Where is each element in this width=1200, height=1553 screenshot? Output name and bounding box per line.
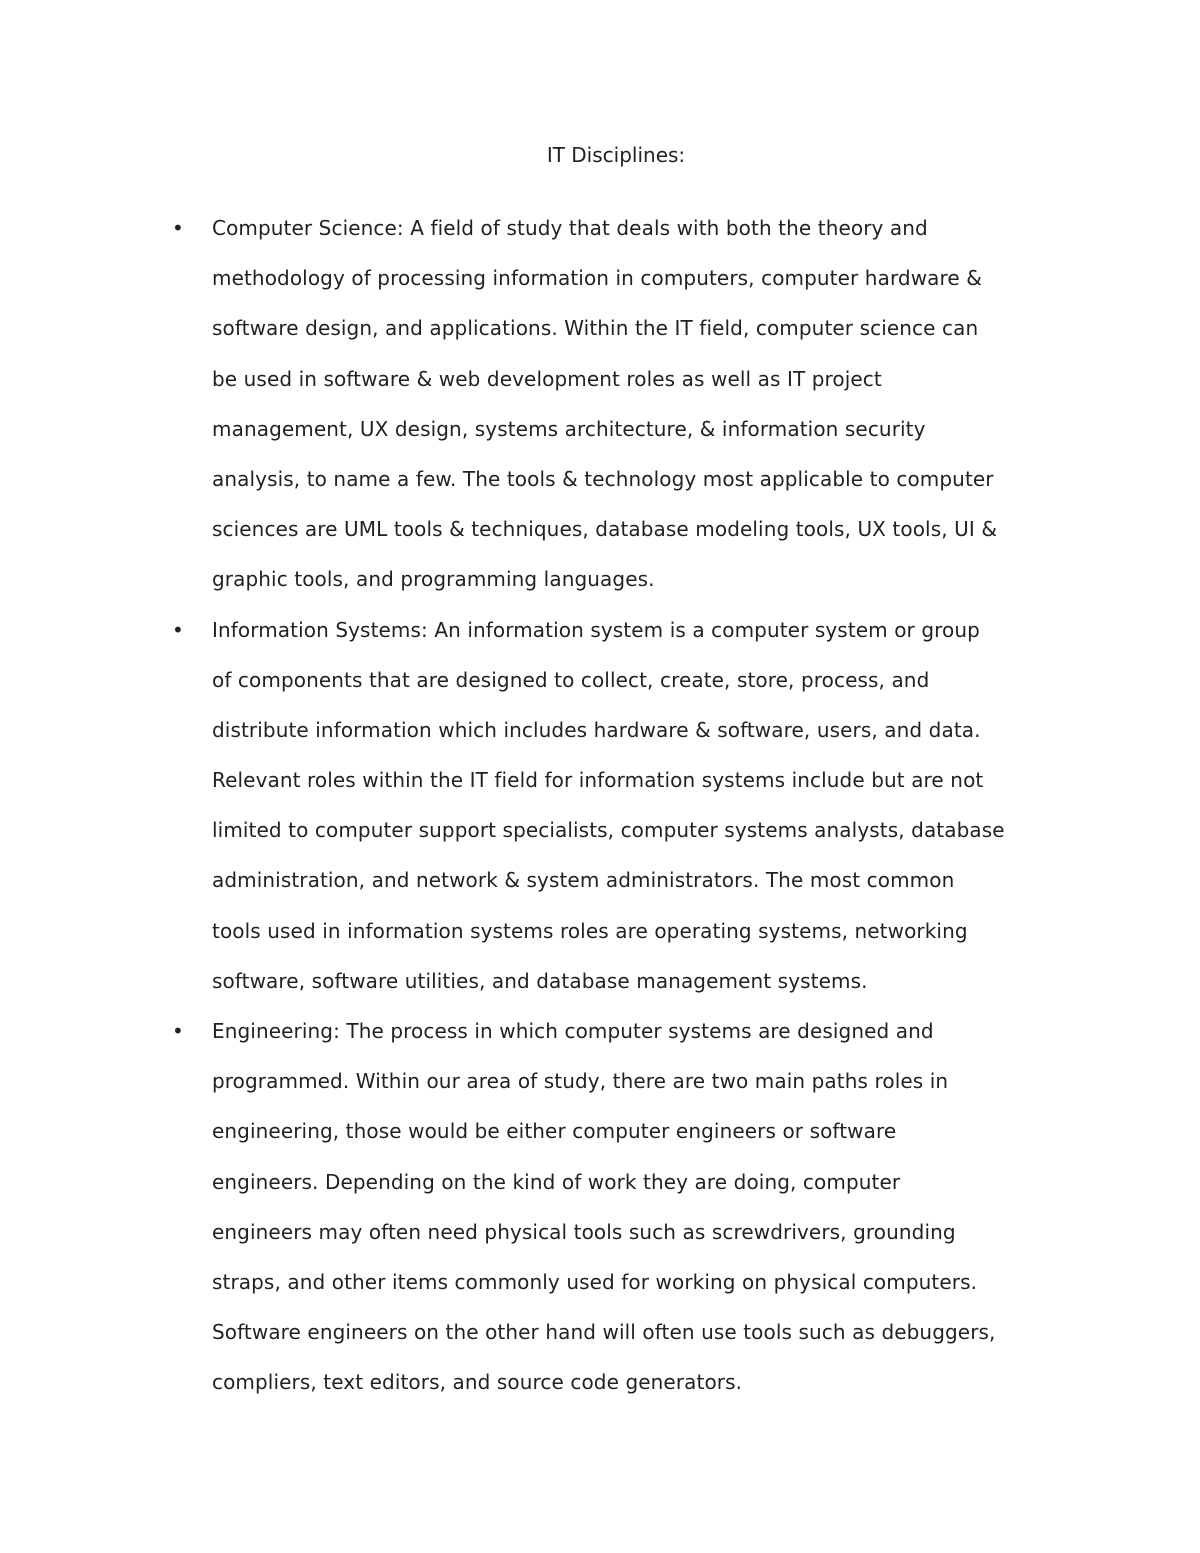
list-item-engineering (172, 1006, 1082, 1408)
list-item-line: management, UX design, systems architecture, & information security (212, 416, 926, 441)
list-item-line: compliers, text editors, and source code generators. (212, 1370, 743, 1395)
list-item-information-systems (172, 605, 1082, 1007)
list-item-line: software design, and applications. Within the IT field, computer science can (212, 316, 979, 341)
list-item-line: be used in software & web development roles as well as IT project (212, 366, 882, 391)
list-item-line: sciences are UML tools & techniques, database modeling tools, UX tools, UI & (212, 517, 998, 542)
list-item-line: distribute information which includes hardware & software, users, and data. (212, 717, 981, 742)
list-item-line: engineering, those would be either computer engineers or software (212, 1119, 897, 1144)
document-title: IT Disciplines: (546, 143, 686, 167)
bullet-list (172, 203, 1082, 1408)
bullet-icon: • (172, 1019, 184, 1043)
list-item-line: Information Systems: An information system is a computer system or group (212, 617, 980, 642)
list-item-line: engineers may often need physical tools such as screwdrivers, grounding (212, 1219, 956, 1244)
list-item-line: tools used in information systems roles are operating systems, networking (212, 918, 968, 943)
list-item-line: software, software utilities, and database management systems. (212, 968, 868, 993)
bullet-icon: • (172, 617, 184, 642)
bullet-icon: • (172, 216, 184, 240)
list-item-line: analysis, to name a few. The tools & technology most applicable to computer (212, 466, 994, 491)
list-item-line: of components that are designed to collect, create, store, process, and (212, 667, 930, 692)
list-item-line: limited to computer support specialists, computer systems analysts, database (212, 818, 1005, 843)
list-item-line: Engineering: The process in which computer systems are designed and (212, 1019, 934, 1043)
list-item-line: methodology of processing information in computers, computer hardware & (212, 266, 982, 291)
list-item-line: engineers. Depending on the kind of work they are doing, computer (212, 1169, 901, 1194)
list-item-computer-science (172, 203, 1082, 605)
list-item-line: Software engineers on the other hand will often use tools such as debuggers, (212, 1320, 996, 1345)
list-item-line: programmed. Within our area of study, there are two main paths roles in (212, 1069, 949, 1094)
list-item-line: Computer Science: A field of study that deals with both the theory and (212, 216, 928, 240)
list-item-line: graphic tools, and programming languages. (212, 567, 655, 592)
list-item-line: straps, and other items commonly used for working on physical computers. (212, 1269, 978, 1294)
list-item-line: administration, and network & system administrators. The most common (212, 868, 955, 893)
list-item-line: Relevant roles within the IT field for information systems include but are not (212, 768, 984, 793)
